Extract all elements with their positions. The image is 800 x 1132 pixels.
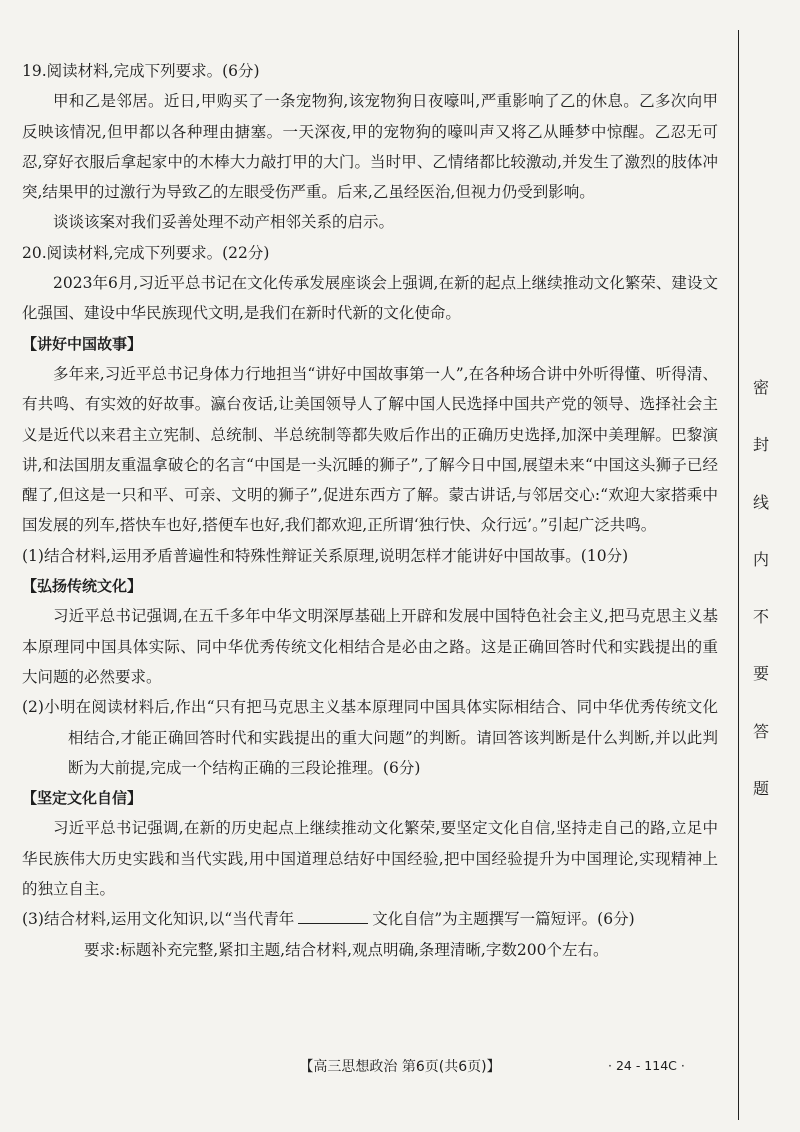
- exam-code: · 24 - 114C ·: [608, 1058, 685, 1073]
- sealing-char: 不: [752, 607, 769, 627]
- q19-task: 谈谈该案对我们妥善处理不动产相邻关系的启示。: [53, 213, 395, 232]
- sealing-line: [738, 30, 739, 1120]
- sub-question-2: (2)小明在阅读材料后,作出“只有把马克思主义基本原理同中国具体实际相结合、同中华优秀传统文化相结合,才能正确回答时代和实践提出的重大问题”的判断。请回答该判断是什么判断,并以此判断为大前提,完成一个结构正确的三段论推理。(6分): [22, 698, 718, 777]
- section-text-tradition: 习近平总书记强调,在五千多年中华文明深厚基础上开辟和发展中国特色社会主义,把马克思主义基本原理同中国具体实际、同中华优秀传统文化相结合是必由之路。这是正确回答时代和实践提出的重大问题的必然要求。: [22, 607, 718, 686]
- sub-question-3: [22, 904, 718, 934]
- title-blank-line[interactable]: [298, 909, 368, 924]
- sealing-char: 题: [752, 779, 769, 799]
- sub-question-3-before: (3)结合材料,运用文化知识,以“当代青年: [22, 910, 295, 929]
- section-head-tradition: 【弘扬传统文化】: [22, 577, 143, 596]
- sub-question-3-after: 文化自信”为主题撰写一篇短评。(6分): [372, 910, 635, 929]
- q20-intro: 2023年6月,习近平总书记在文化传承发展座谈会上强调,在新的起点上继续推动文化繁荣、建设文化强国、建设中华民族现代文明,是我们在新时代新的文化使命。: [22, 274, 718, 323]
- page-footer: 【高三思想政治 第6页(共6页)】: [299, 1059, 501, 1075]
- sealing-char: 要: [752, 664, 769, 684]
- sub-question-1: (1)结合材料,运用矛盾普遍性和特殊性辩证关系原理,说明怎样才能讲好中国故事。(10分): [22, 546, 629, 565]
- section-head-confidence: 【坚定文化自信】: [22, 789, 143, 808]
- q20-title: 20.阅读材料,完成下列要求。(22分): [22, 243, 270, 262]
- q19-title: 19.阅读材料,完成下列要求。(6分): [22, 62, 260, 80]
- section-head-stories: 【讲好中国故事】: [22, 334, 143, 353]
- page-content: [22, 56, 718, 965]
- sealing-char: 内: [752, 549, 769, 569]
- section-text-stories: 多年来,习近平总书记身体力行地担当“讲好中国故事第一人”,在各种场合讲中外听得懂、听得清、有共鸣、有实效的好故事。瀛台夜话,让美国领导人了解中国人民选择中国共产党的领导、选择社会主义是近代以来君主立宪制、总统制、半总统制等都失败后作出的正确历史选择,加深中美理解。巴黎演讲,和法国朋友重温拿破仑的名言“中国是一头沉睡的狮子”,了解今日中国,展望未来“中国这头狮子已经醒了,但这是一只和平、可亲、文明的狮子”,促进东西方了解。蒙古讲话,与邻居交心:“欢迎大家搭乘中国发展的列车,搭快车也好,搭便车也好,我们都欢迎,正所谓‘独行快、众行远’。”引起广泛共鸣。: [22, 364, 718, 535]
- sealing-char: 线: [752, 492, 769, 512]
- q19-material: 甲和乙是邻居。近日,甲购买了一条宠物狗,该宠物狗日夜嚎叫,严重影响了乙的休息。乙多次向甲反映该情况,但甲都以各种理由搪塞。一天深夜,甲的宠物狗的嚎叫声又将乙从睡梦中惊醒。乙忍无可忍,穿好衣服后拿起家中的木棒大力敲打甲的大门。当时甲、乙情绪都比较激动,并发生了激烈的肢体冲突,结果甲的过激行为导致乙的左眼受伤严重。后来,乙虽经医治,但视力仍受到影响。: [22, 92, 718, 202]
- essay-requirements: 要求:标题补充完整,紧扣主题,结合材料,观点明确,条理清晰,字数200个左右。: [84, 940, 609, 959]
- sealing-line-notice: [748, 378, 774, 836]
- section-text-confidence: 习近平总书记强调,在新的历史起点上继续推动文化繁荣,要坚定文化自信,坚持走自己的路,立足中华民族伟大历史实践和当代实践,用中国道理总结好中国经验,把中国经验提升为中国理论,实现精神上的独立自主。: [22, 819, 718, 899]
- sealing-char: 密: [752, 378, 769, 397]
- sealing-char: 封: [752, 435, 769, 455]
- sealing-char: 答: [752, 721, 769, 741]
